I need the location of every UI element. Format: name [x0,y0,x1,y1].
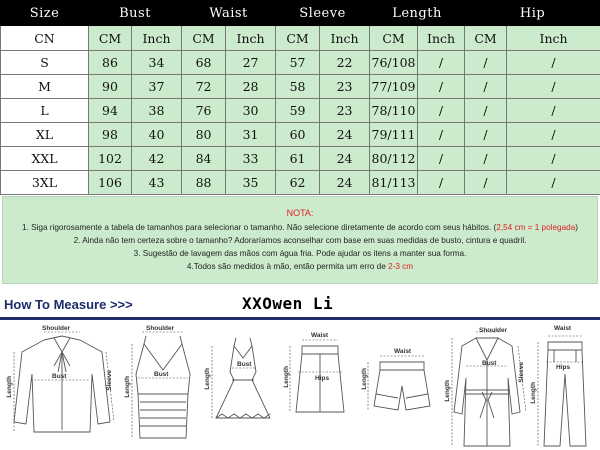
measurement-cell: / [507,75,600,99]
measurement-cell: 24 [320,147,370,171]
header-size: Size [1,1,89,26]
measurement-cell: 40 [132,123,182,147]
header-sleeve: Sleeve [276,1,370,26]
sizing-note [2,196,598,284]
sleeve-label: Sleeve [518,362,525,383]
measurement-cell: 31 [226,123,276,147]
measurement-cell: 24 [320,171,370,195]
measurement-cell: / [507,123,600,147]
measurement-cell: 37 [132,75,182,99]
camisole-illustration [124,322,202,450]
measurement-cell: 98 [89,123,132,147]
dress-illustration [206,322,280,450]
blouse-figure [6,322,118,450]
size-label-cell: XL [1,123,89,147]
measurement-cell: / [507,147,600,171]
measurement-cell: 102 [89,147,132,171]
measurement-cell: 90 [89,75,132,99]
length-label: Length [444,380,451,402]
coat-illustration [446,322,528,450]
measurement-cell: 79/111 [370,123,418,147]
waist-label: Waist [311,332,329,339]
measurement-cell: 80/112 [370,147,418,171]
bust-label: Bust [154,371,169,378]
length-label: Length [283,366,290,388]
measurement-cell: / [507,51,600,75]
measurement-cell: / [418,99,465,123]
note-line-3: 3. Sugestão de lavagem das mãos com água fria. Pode ajudar os itens a manter sua forma. [133,249,467,258]
trousers-figure [530,322,598,450]
measurement-cell: 57 [276,51,320,75]
measurement-cell: 68 [182,51,226,75]
table-row [1,147,600,171]
unit-cell: Inch [418,26,465,51]
table-row [1,51,600,75]
hips-label: Hips [556,364,571,371]
measurement-cell: / [465,99,507,123]
shoulder-label: Shoulder [479,327,508,334]
note-line-4 [3,260,597,273]
length-label: Length [530,382,537,404]
bust-label: Bust [482,360,497,367]
table-row [1,75,600,99]
camisole-figure [124,322,202,450]
header-bust: Bust [89,1,182,26]
note-title: NOTA: [286,208,314,218]
measurement-cell: 72 [182,75,226,99]
unit-cell: CM [182,26,226,51]
skirt-illustration [282,322,358,450]
measurement-cell: 81/113 [370,171,418,195]
size-label-cell: 3XL [1,171,89,195]
measurement-cell: 80 [182,123,226,147]
note-line-4-text: 4.Todos são medidos à mão, então permita um erro de [186,262,389,271]
measurement-cell: / [418,171,465,195]
note-line-1 [3,221,597,234]
measurement-cell: 106 [89,171,132,195]
measurement-cell: / [465,147,507,171]
measurement-cell: 30 [226,99,276,123]
size-label-cell: S [1,51,89,75]
note-line-1-text: 1. Siga rigorosamente a tabela de tamanhos para selecionar o tamanho. Não selecione diretamente de acordo com seus hábitos. ( [22,223,497,232]
measurement-cell: / [418,147,465,171]
measurement-cell: 88 [182,171,226,195]
measurement-cell: 34 [132,51,182,75]
measurement-cell: 27 [226,51,276,75]
coat-figure [446,322,528,450]
table-header-row [1,1,600,26]
dress-figure [206,322,280,450]
measurement-cell: 23 [320,75,370,99]
shorts-illustration [362,322,442,450]
measurement-cell: 24 [320,123,370,147]
trousers-illustration [530,322,598,450]
waist-label: Waist [394,348,412,355]
measurement-cell: 76 [182,99,226,123]
measurement-cell: 59 [276,99,320,123]
shoulder-label: Shoulder [146,325,175,332]
how-to-measure-heading: How To Measure >>> [4,297,133,312]
measurement-cell: 38 [132,99,182,123]
unit-cell: CM [89,26,132,51]
length-label: Length [361,368,368,390]
hips-label: Hips [315,375,330,382]
measurement-cell: 86 [89,51,132,75]
shoulder-label: Shoulder [42,325,71,332]
measurement-cell: 43 [132,171,182,195]
table-row [1,171,600,195]
unit-row [1,26,600,51]
measurement-cell: 94 [89,99,132,123]
unit-cell: Inch [132,26,182,51]
measurement-cell: / [465,171,507,195]
measurement-cell: 33 [226,147,276,171]
header-waist: Waist [182,1,276,26]
measurement-cell: 28 [226,75,276,99]
measurement-cell: / [507,99,600,123]
measurement-cell: / [465,123,507,147]
unit-cell: CN [1,26,89,51]
measurement-cell: 78/110 [370,99,418,123]
size-chart-table [0,0,600,195]
unit-cell: Inch [226,26,276,51]
length-label: Length [6,376,13,398]
unit-cell: Inch [507,26,600,51]
measure-figures [0,322,600,450]
unit-cell: CM [276,26,320,51]
measurement-cell: 42 [132,147,182,171]
note-error-margin: 2-3 cm [388,262,414,271]
measurement-cell: / [418,123,465,147]
measurement-cell: 23 [320,99,370,123]
measurement-cell: 62 [276,171,320,195]
measurement-cell: 60 [276,123,320,147]
size-label-cell: XXL [1,147,89,171]
measurement-cell: / [507,171,600,195]
length-label: Length [124,376,131,398]
note-line-1-end: ) [575,223,578,232]
shorts-figure [362,322,442,450]
measurement-cell: / [465,51,507,75]
waist-label: Waist [554,325,572,332]
size-label-cell: M [1,75,89,99]
note-conversion: 2,54 cm = 1 polegada [496,223,576,232]
measurement-cell: 58 [276,75,320,99]
brand-name: XXOwen Li [242,294,334,313]
unit-cell: Inch [320,26,370,51]
measurement-cell: 35 [226,171,276,195]
measurement-cell: / [418,51,465,75]
unit-cell: CM [370,26,418,51]
table-row [1,99,600,123]
measurement-cell: / [465,75,507,99]
measurement-cell: 77/109 [370,75,418,99]
measurement-cell: 76/108 [370,51,418,75]
header-length: Length [370,1,465,26]
size-label-cell: L [1,99,89,123]
bust-label: Bust [52,373,67,380]
measurement-cell: 84 [182,147,226,171]
table-row [1,123,600,147]
note-line-2: 2. Ainda não tem certeza sobre o tamanho? Adoraríamos aconselhar com base em suas medidas de busto, cintura e quadril. [73,236,527,245]
header-hip: Hip [465,1,600,26]
unit-cell: CM [465,26,507,51]
skirt-figure [282,322,358,450]
measurement-cell: / [418,75,465,99]
sleeve-label: Sleeve [106,370,113,391]
measurement-cell: 22 [320,51,370,75]
length-label: Length [204,368,211,390]
blouse-illustration [6,322,118,450]
header-divider [0,317,600,320]
bust-label: Bust [237,361,252,368]
measurement-cell: 61 [276,147,320,171]
